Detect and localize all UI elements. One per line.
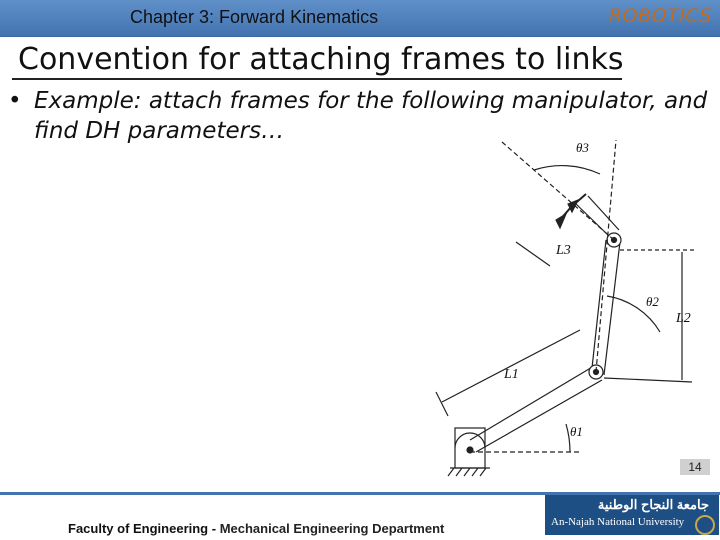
- header-bar: [0, 0, 720, 37]
- theta2-ref-line: [596, 140, 616, 372]
- link-3: [574, 196, 619, 236]
- l2-ref-bottom: [604, 378, 692, 382]
- chapter-title: Chapter 3: Forward Kinematics: [130, 7, 379, 27]
- label-theta2: θ2: [646, 294, 659, 309]
- footer-text: [68, 521, 444, 536]
- logo-arabic-text: جامعة النجاح الوطنية: [597, 497, 709, 512]
- label-theta1: θ1: [570, 424, 583, 439]
- label-l1: L1: [504, 367, 519, 382]
- theta3-arc: [534, 166, 600, 174]
- slide-title: Convention for attaching frames to links: [18, 42, 624, 77]
- logo-english-text: An-Najah National University: [551, 516, 685, 528]
- bullet-text: Example: attach frames for the following manipulator, and find DH parameters…: [34, 88, 708, 144]
- title-underline: [12, 78, 622, 80]
- label-l3: L3: [556, 243, 571, 258]
- l3-dimension: [516, 242, 550, 266]
- bullet-dot-icon: •: [8, 88, 22, 114]
- label-l2: L2: [676, 311, 691, 326]
- ground-hatch: [448, 468, 486, 476]
- label-theta3: θ3: [576, 140, 589, 155]
- robotics-brand: ROBOTICS: [608, 5, 712, 27]
- university-seal-icon: [695, 515, 715, 535]
- link-1: [470, 366, 602, 452]
- footer-faculty: Faculty of Engineering -: [68, 521, 220, 536]
- university-logo: [545, 495, 719, 535]
- l1-dimension: [442, 330, 580, 402]
- manipulator-figure: [420, 130, 720, 490]
- footer-department: Mechanical Engineering Department: [219, 521, 445, 536]
- gripper-tip-1: [556, 214, 566, 228]
- l1-ext: [436, 392, 448, 416]
- page-number: 14: [680, 459, 710, 475]
